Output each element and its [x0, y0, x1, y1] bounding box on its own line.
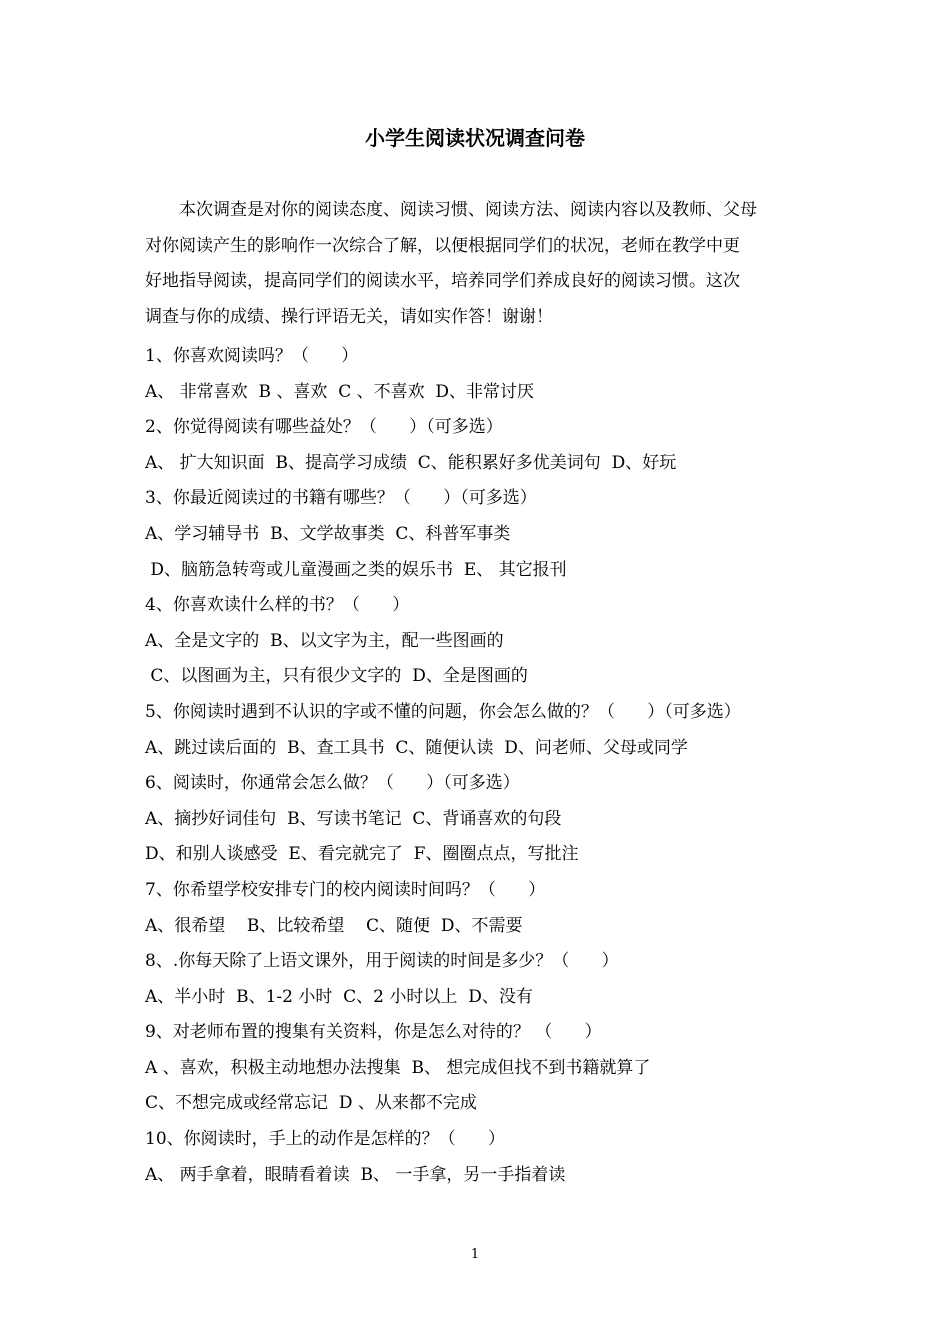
question-3-options-cont: D、脑筋急转弯或儿童漫画之类的娱乐书 E、 其它报刊	[145, 559, 567, 580]
intro-line: 对你阅读产生的影响作一次综合了解，以便根据同学们的状况，老师在教学中更	[145, 235, 740, 256]
question-5-options: A、跳过读后面的 B、查工具书 C、随便认读 D、问老师、父母或同学	[145, 737, 688, 758]
question-6: 6、阅读时，你通常会怎么做？（ ）（可多选）	[145, 773, 520, 794]
question-9-options: A 、喜欢，积极主动地想办法搜集 B、 想完成但找不到书籍就算了	[145, 1057, 651, 1078]
document-title: 小学生阅读状况调查问卷	[365, 126, 585, 150]
question-4: 4、你喜欢读什么样的书？（ ）	[145, 595, 410, 616]
question-4-options-cont: C、以图画为主，只有很少文字的 D、全是图画的	[145, 666, 528, 687]
question-9: 9、对老师布置的搜集有关资料，你是怎么对待的？ （ ）	[145, 1022, 602, 1043]
question-6-options-cont: D、和别人谈感受 E、看完就完了 F、圈圈点点，写批注	[145, 844, 579, 865]
question-7: 7、你希望学校安排专门的校内阅读时间吗？（ ）	[145, 879, 546, 900]
question-9-options-cont: C、不想完成或经常忘记 D 、从来都不完成	[145, 1093, 477, 1114]
question-7-options: A、很希望 B、比较希望 C、随便 D、不需要	[145, 915, 523, 936]
intro-line: 本次调查是对你的阅读态度、阅读习惯、阅读方法、阅读内容以及教师、父母	[179, 200, 757, 220]
question-3-options: A、学习辅导书 B、文学故事类 C、科普军事类	[145, 523, 511, 544]
question-1-options: A、 非常喜欢 B 、喜欢 C 、不喜欢 D、非常讨厌	[145, 381, 535, 402]
question-2: 2、你觉得阅读有哪些益处？（ ）（可多选）	[145, 417, 503, 438]
intro-line: 调查与你的成绩、操行评语无关，请如实作答！谢谢！	[145, 306, 553, 327]
question-3: 3、你最近阅读过的书籍有哪些？（ ）（可多选）	[145, 488, 537, 509]
question-5: 5、你阅读时遇到不认识的字或不懂的问题，你会怎么做的？（ ）（可多选）	[145, 701, 741, 722]
question-8: 8、.你每天除了上语文课外，用于阅读的时间是多少？（ ）	[145, 951, 619, 972]
intro-line: 好地指导阅读，提高同学们的阅读水平，培养同学们养成良好的阅读习惯。这次	[145, 271, 740, 291]
question-8-options: A、半小时 B、1-2 小时 C、2 小时以上 D、没有	[145, 986, 533, 1007]
question-list	[145, 339, 825, 1193]
question-1: 1、你喜欢阅读吗？（ ）	[145, 346, 359, 366]
page-number: 1	[470, 1247, 480, 1262]
question-10: 10、你阅读时，手上的动作是怎样的？（ ）	[145, 1129, 506, 1150]
question-4-options: A、全是文字的 B、以文字为主，配一些图画的	[145, 630, 504, 651]
question-2-options: A、 扩大知识面 B、提高学习成绩 C、能积累好多优美词句 D、好玩	[145, 452, 677, 473]
intro-paragraph	[145, 193, 807, 335]
question-6-options: A、摘抄好词佳句 B、写读书笔记 C、背诵喜欢的句段	[145, 808, 562, 829]
question-10-options: A、 两手拿着，眼睛看着读 B、 一手拿，另一手指着读	[145, 1164, 566, 1185]
